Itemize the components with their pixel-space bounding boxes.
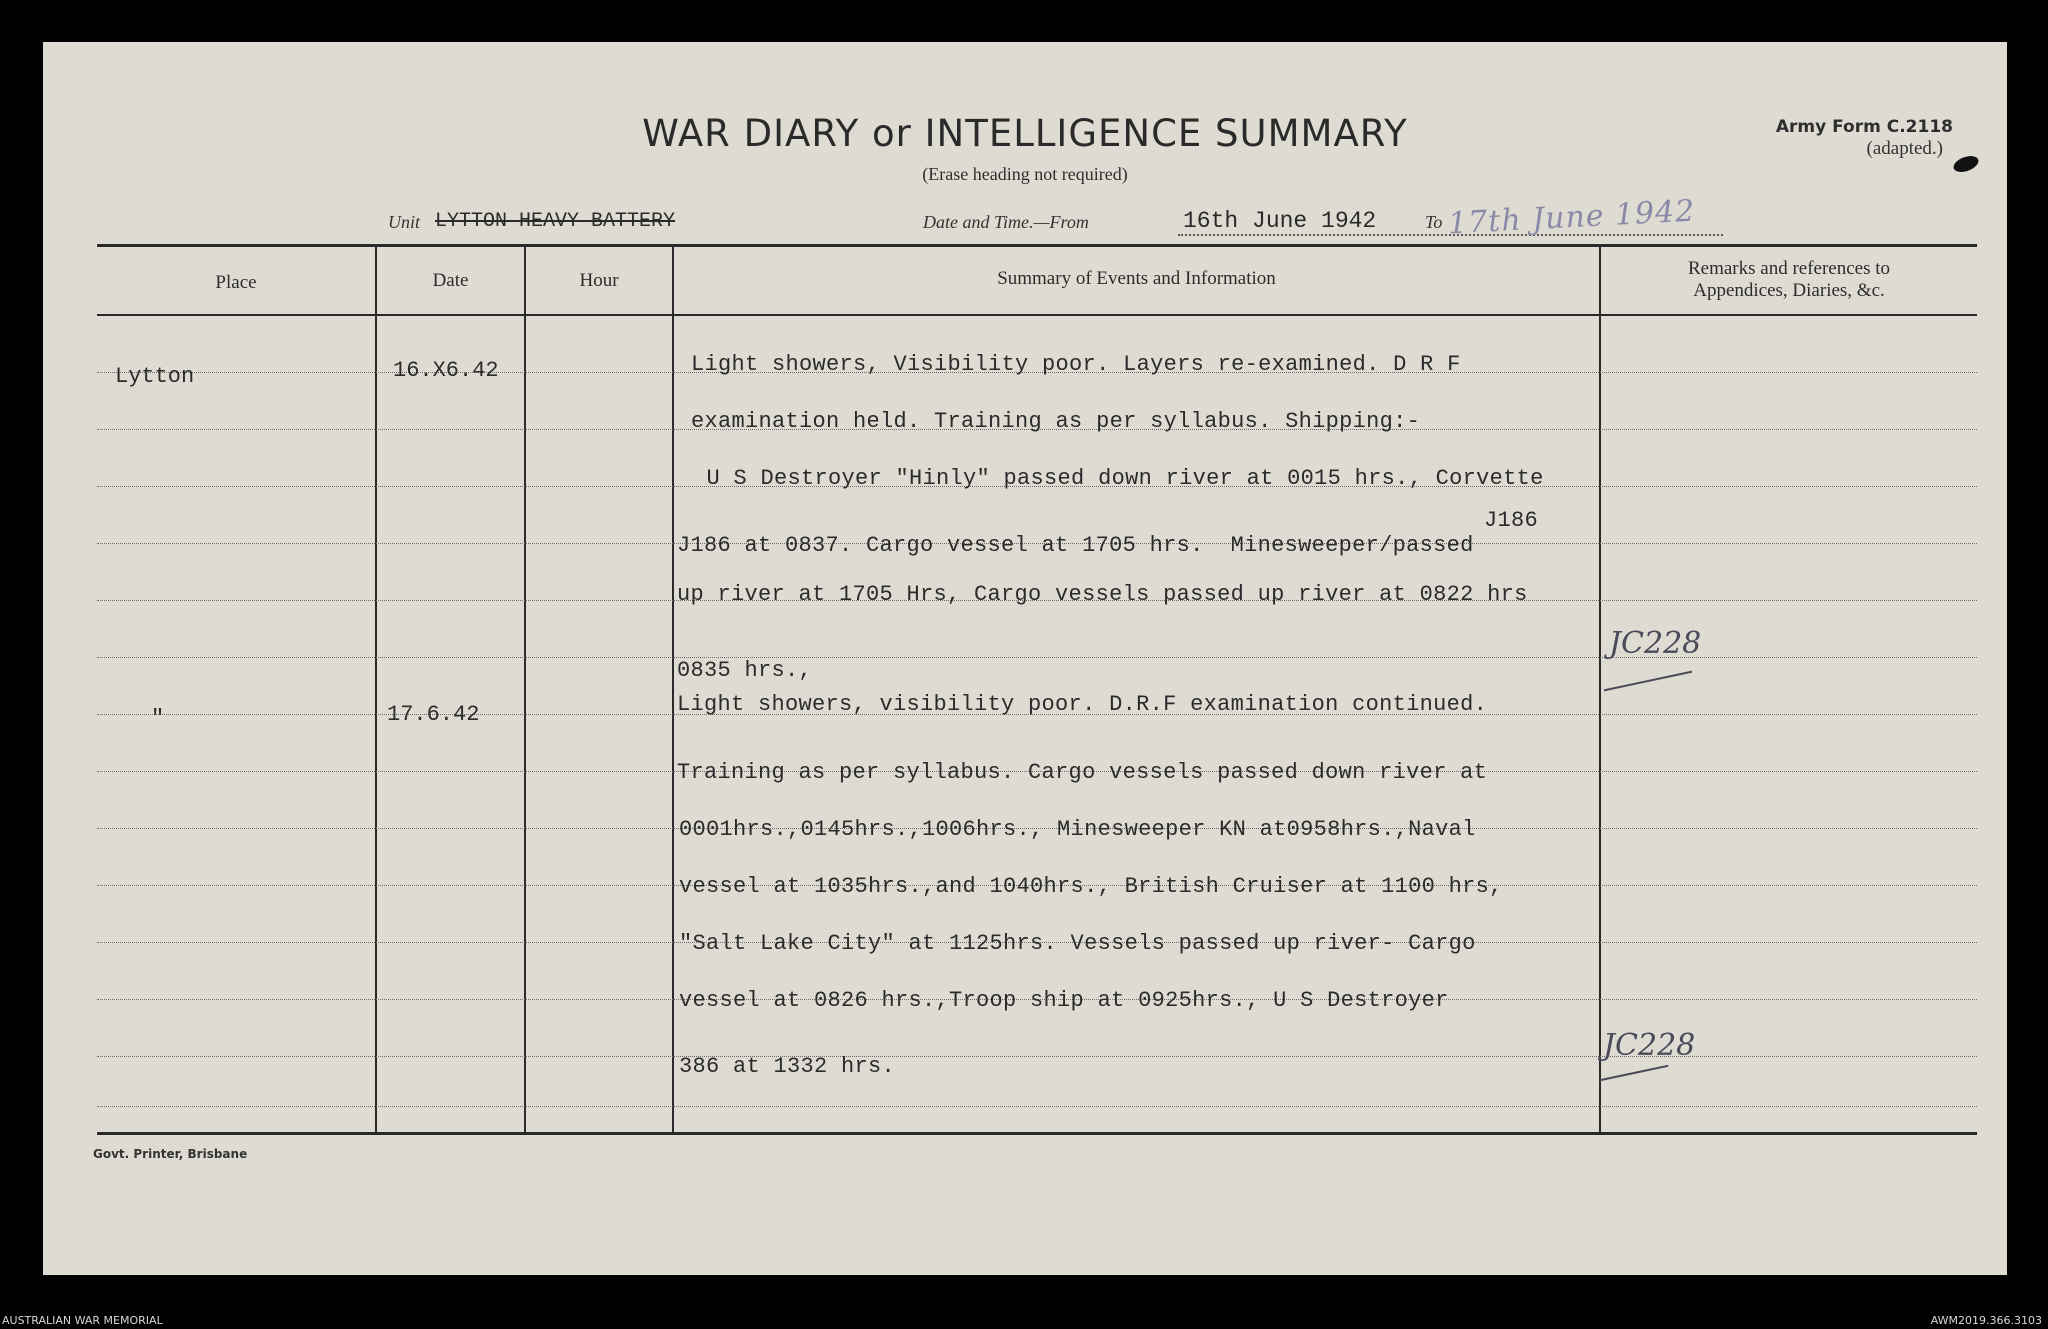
date-time-label: Date and Time.—From — [923, 212, 1089, 232]
summary-line: Light showers, Visibility poor. Layers re-examined. D R F — [691, 352, 1461, 377]
summary-line: Training as per syllabus. Cargo vessels passed down river at — [677, 760, 1488, 785]
diary-sheet — [43, 42, 2007, 1275]
remarks-signature: JC228 — [1609, 626, 1702, 661]
summary-line: U S Destroyer "Hinly" passed down river at 0015 hrs., Corvette — [693, 466, 1544, 491]
column-header-summary: Summary of Events and Information — [997, 268, 1276, 289]
column-header-place: Place — [215, 272, 257, 293]
summary-line: up river at 1705 Hrs, Cargo vessels passed up river at 0822 hrs — [677, 582, 1528, 607]
unit-value — [435, 210, 675, 233]
entry-place: " — [151, 706, 165, 731]
date-to-label: To — [1425, 212, 1443, 232]
erase-note: (Erase heading not required) — [922, 164, 1128, 184]
table-top-rule — [97, 244, 1977, 247]
form-title: WAR DIARY or INTELLIGENCE SUMMARY — [642, 112, 1408, 155]
summary-line: 0835 hrs., — [677, 658, 813, 683]
ruled-line — [97, 1106, 1977, 1107]
summary-line: examination held. Training as per syllabus. Shipping:- — [691, 409, 1421, 434]
printer-credit: Govt. Printer, Brisbane — [93, 1147, 248, 1161]
date-from-value: 16th June 1942 — [1183, 208, 1377, 234]
unit-value-text: LYTTON HEAVY BATTERY — [435, 210, 676, 233]
date-to-handwritten: 17th June 1942 — [1447, 193, 1697, 242]
remarks-signature: JC228 — [1603, 1028, 1696, 1063]
column-header-hour: Hour — [579, 270, 619, 291]
army-form-number: Army Form C.2118 — [1775, 117, 1953, 137]
army-form-adapted: (adapted.) — [1866, 138, 1943, 159]
summary-line: vessel at 0826 hrs.,Troop ship at 0925hrs., U S Destroyer — [679, 988, 1449, 1013]
table-bottom-rule — [97, 1132, 1977, 1135]
archive-reference: AWM2019.366.3103 — [1930, 1314, 2042, 1327]
header-bottom-rule — [97, 314, 1977, 316]
column-header-remarks-line2: Appendices, Diaries, &c. — [1693, 280, 1885, 301]
summary-line: 0001hrs.,0145hrs.,1006hrs., Minesweeper KN at0958hrs.,Naval — [679, 817, 1476, 842]
column-header-remarks-line1: Remarks and references to — [1687, 258, 1891, 279]
signature-flourish — [1604, 671, 1692, 692]
summary-line-insertion: J186 — [1484, 508, 1539, 533]
summary-line: Light showers, visibility poor. D.R.F examination continued. — [677, 692, 1488, 717]
archive-credit: AUSTRALIAN WAR MEMORIAL — [2, 1314, 163, 1327]
entry-place: Lytton — [115, 364, 195, 389]
unit-label: Unit — [388, 212, 421, 232]
signature-flourish — [1600, 1065, 1669, 1082]
summary-line: 386 at 1332 hrs. — [679, 1054, 896, 1079]
column-header-date: Date — [432, 270, 469, 291]
entry-date: 17.6.42 — [387, 702, 480, 727]
summary-line: J186 at 0837. Cargo vessel at 1705 hrs. Minesweeper/passed — [677, 533, 1474, 558]
entry-date: 16.X6.42 — [393, 358, 499, 383]
summary-line: "Salt Lake City" at 1125hrs. Vessels passed up river- Cargo — [679, 931, 1476, 956]
summary-line: vessel at 1035hrs.,and 1040hrs., British Cruiser at 1100 hrs, — [679, 874, 1503, 899]
